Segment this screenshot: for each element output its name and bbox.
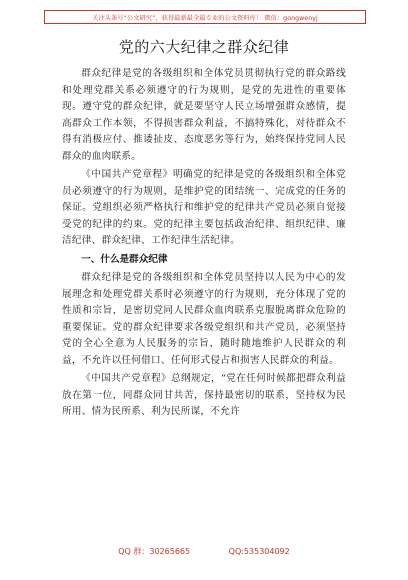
paragraph: 群众纪律是党的各级组织和全体党员坚持以人民为中心的发展理念和处理党群关系时必须遵守的行为规则，充分体现了党的性质和宗旨，是密切党同人民群众血肉联系克服脱离群众危险的重要保证。党的群众纪律要求各级党组织和共产党员，必须坚持党的全心全意为人民服务的宗旨，随时随地维护人民群众的利益，不允许以任何借口、任何形式侵占和损害人民群众的利益。 bbox=[62, 272, 346, 366]
paragraph: 《中国共产党章程》明确党的纪律是党的各级组织和全体党员必须遵守的行为规则，是维护党的团结统一、完成党的任务的保证。党组织必须严格执行和维护党的纪律共产党员必须自觉接受党的纪律的约束。党的纪律主要包括政治纪律、组织纪律、廉洁纪律、群众纪律、工作纪律生活纪律。 bbox=[62, 169, 346, 246]
paragraph: 《中国共产党章程》总纲规定，“党在任何时候都把群众利益放在第一位，同群众同甘共苦，保持最密切的联系，坚持权为民所用、情为民所系、利为民所谋，不允许 bbox=[62, 373, 346, 417]
footer bbox=[0, 546, 408, 557]
section-heading: 一、什么是群众纪律 bbox=[81, 253, 168, 265]
header-banner-text: 关注头条号“公文研究”，获得最新最全最专业的公文资料库！ 微信：gongwenyj bbox=[92, 14, 318, 22]
header-banner bbox=[44, 10, 366, 24]
document-title: 党的六大纪律之群众纪律 bbox=[118, 38, 290, 56]
footer-qq: QQ:535304092 bbox=[228, 547, 290, 556]
document-body bbox=[62, 66, 346, 423]
footer-qq-group: QQ 群：30265665 bbox=[118, 547, 191, 556]
paragraph: 群众纪律是党的各级组织和全体党员贯彻执行党的群众路线和处理党群关系必须遵守的行为规则，是党的先进性的重要体现。遵守党的群众纪律，就是要坚守人民立场增强群众感情，提高群众工作本领，不得损害群众利益，不搞特殊化，对待群众不得有消极应付、推诿扯皮、态度恶劣等行为，始终保持党同人民群众的血肉联系。 bbox=[62, 68, 346, 162]
